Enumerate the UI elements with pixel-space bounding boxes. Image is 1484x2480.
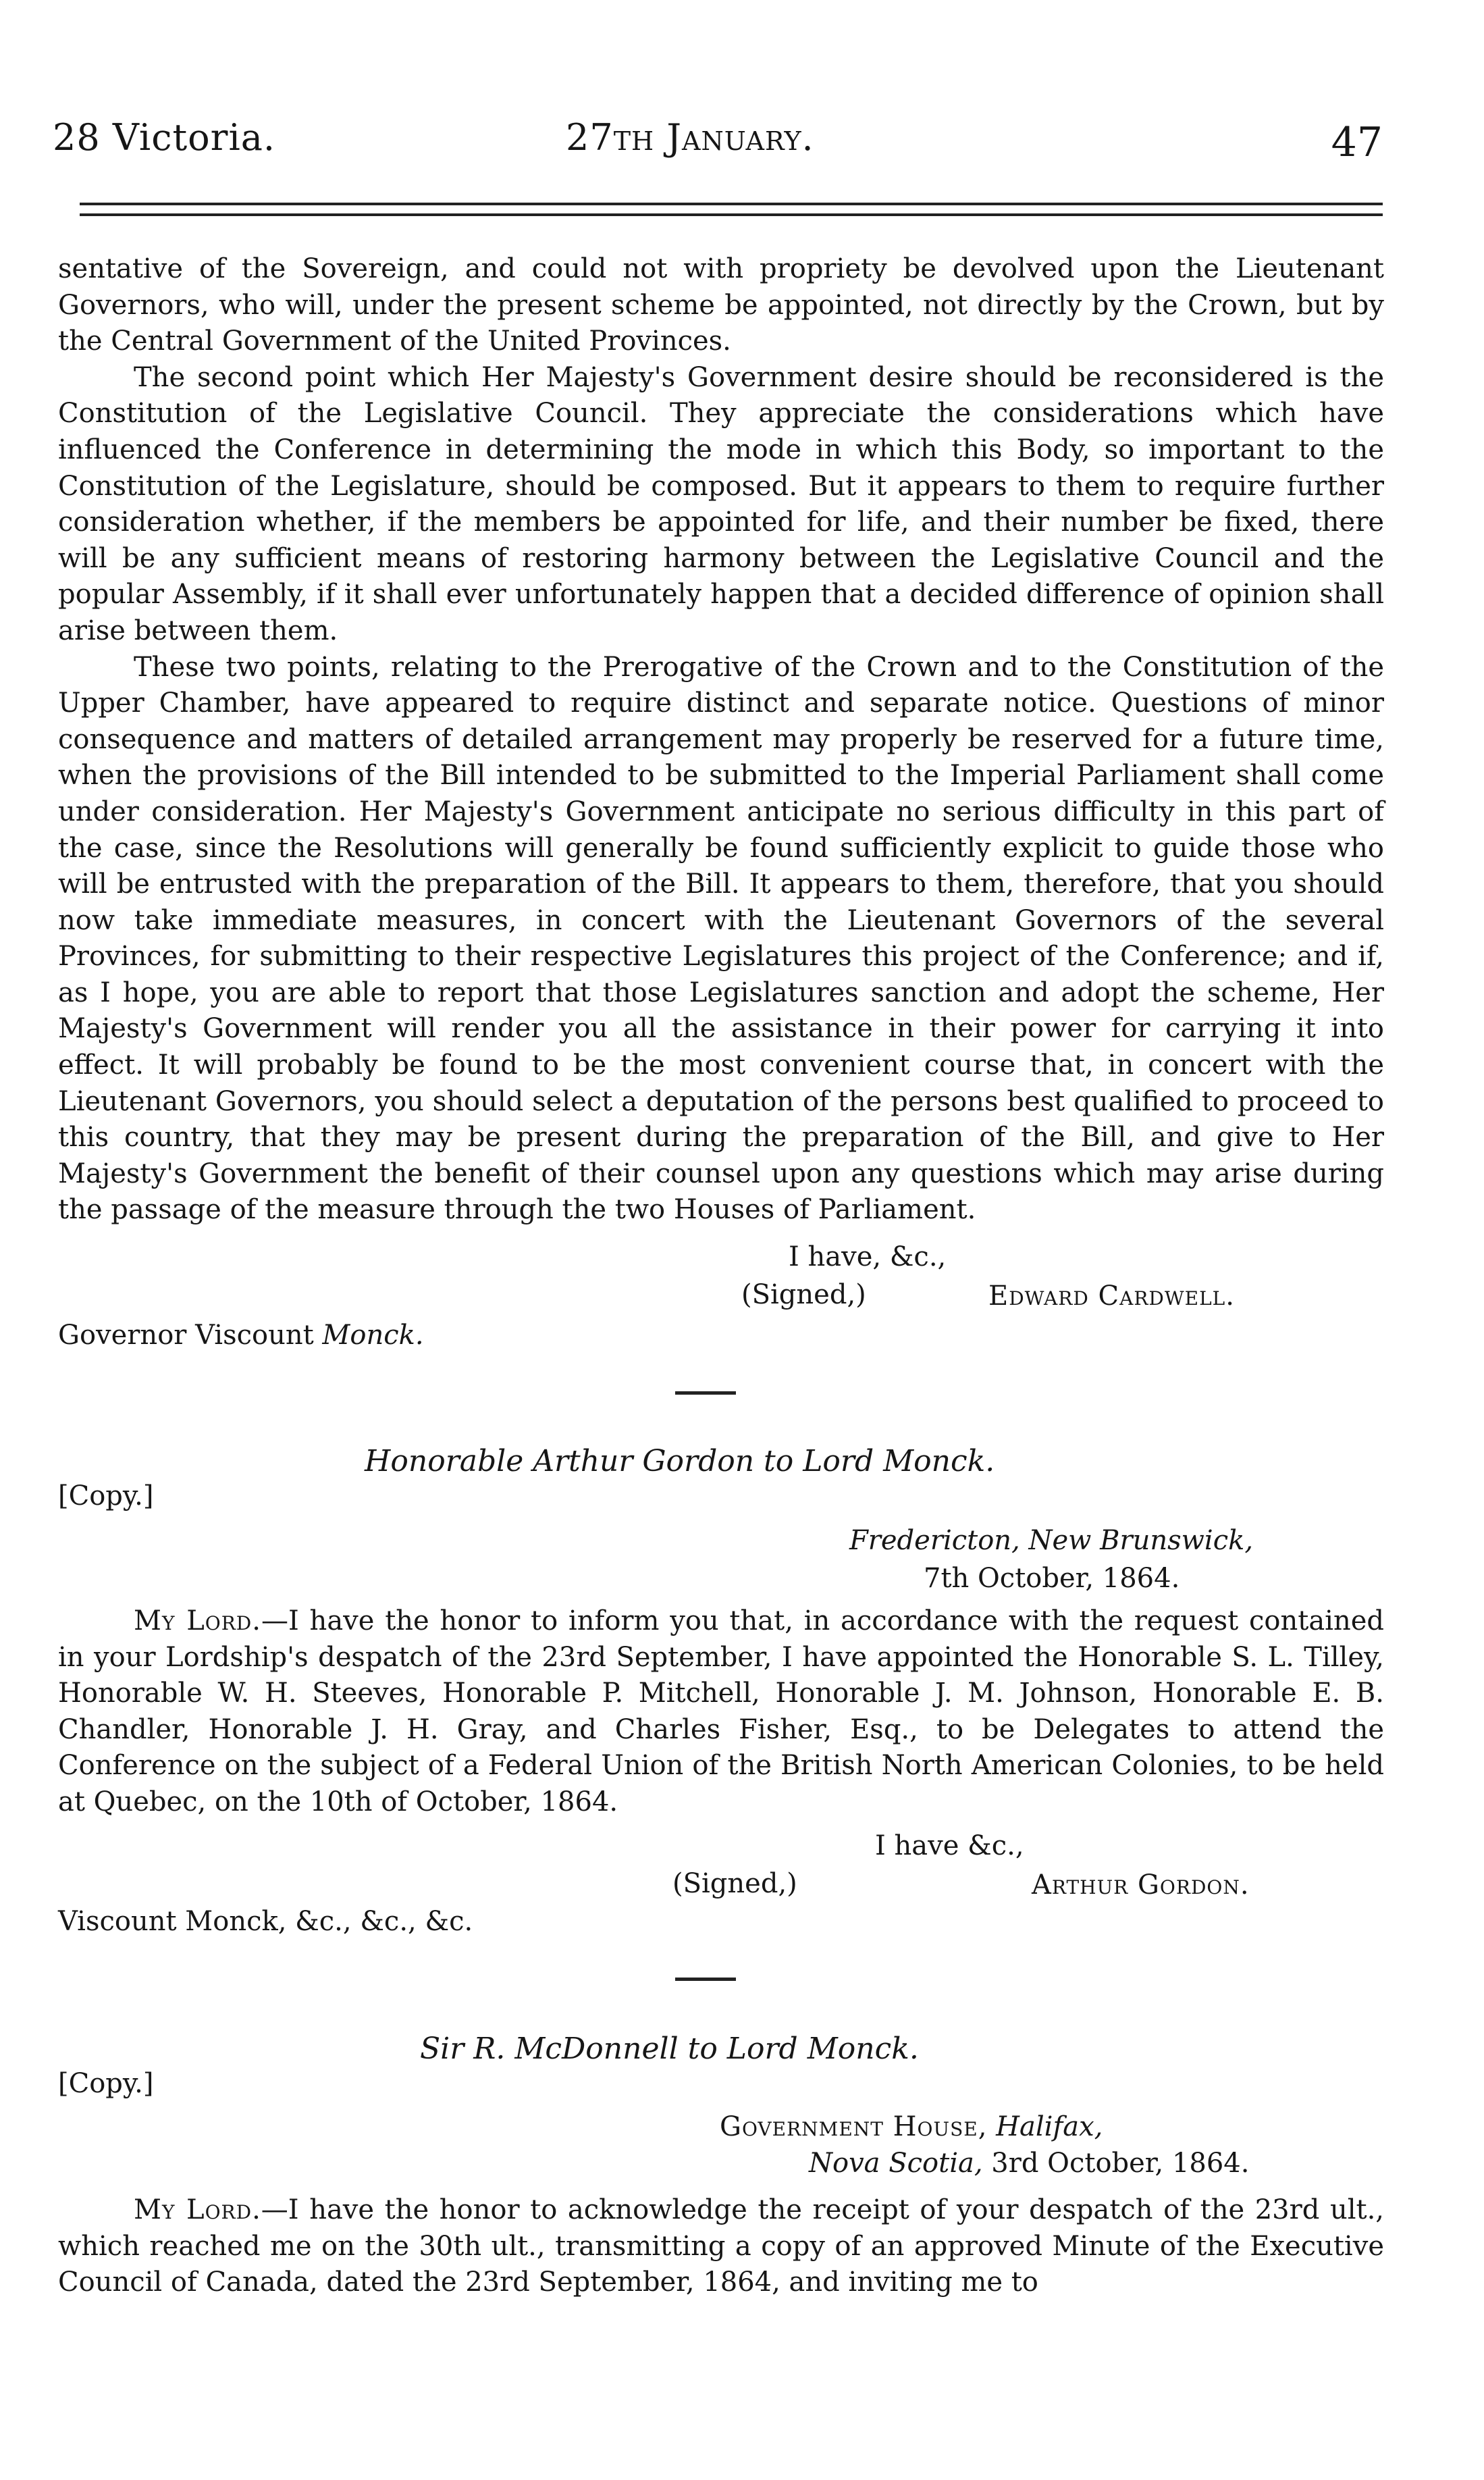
paragraph: —I have the honor to acknowledge the receipt of your despatch of the 23rd ult., which reached me on the 30th ult., transmitting a copy of an approved Minute of the Executive Council of Canada, dated the 23rd September, 1864, and inviting me to bbox=[58, 2194, 1384, 2298]
place-city: Halifax, bbox=[996, 2111, 1103, 2142]
addressee bbox=[58, 1320, 424, 1351]
paragraph: These two points, relating to the Prerogative of the Crown and to the Constitution of the Upper Chamber, have appeared to require distinct and separate notice. Questions of minor consequence and matters of detailed arrangement may properly be reserved for a future time, when the provisions of the Bill intended to be submitted to the Imperial Parliament shall come under consideration. Her Majesty's Government anticipate no serious difficulty in this part of the case, since the Resolutions will generally be found sufficiently explicit to guide those who will be entrusted with the preparation of the Bill. It appears to them, therefore, that you should now take immediate measures, in concert with the Lieutenant Governors of the several Provinces, for submitting to their respective Legislatures this project of the Conference; and if, as I hope, you are able to report that those Legislatures sanction and adopt the scheme, Her Majesty's Government will render you all the assistance in their power for carrying it into effect. It will probably be found to be the most convenient course that, in concert with the Lieutenant Governors, you should select a deputation of the persons best qualified to proceed to this country, that they may be present during the preparation of the Bill, and give to Her Majesty's Government the benefit of their counsel upon any questions which may arise during the passage of the measure through the two Houses of Parliament. bbox=[58, 651, 1384, 1226]
letter-mcdonnell-body bbox=[58, 2192, 1384, 2301]
letter-title: Honorable Arthur Gordon to Lord Monck. bbox=[365, 1444, 995, 1478]
salutation: My Lord. bbox=[134, 1605, 261, 1636]
place-label: Government House, bbox=[720, 2111, 988, 2142]
separator-rule bbox=[675, 1391, 736, 1395]
place-province: Nova Scotia, bbox=[809, 2148, 983, 2179]
page-header bbox=[53, 116, 1383, 177]
letter-date: 3rd October, 1864. bbox=[991, 2148, 1250, 2179]
separator-rule bbox=[675, 1978, 736, 1981]
copy-label: [Copy.] bbox=[58, 1480, 154, 1512]
header-session: 28 Victoria. bbox=[53, 116, 276, 159]
closing: I have &c., bbox=[875, 1830, 1024, 1861]
signer: Arthur Gordon. bbox=[1032, 1869, 1250, 1901]
letter-cardwell-body bbox=[58, 251, 1384, 1229]
addressee: Viscount Monck, &c., &c., &c. bbox=[58, 1906, 473, 1937]
letter-title: Sir R. McDonnell to Lord Monck. bbox=[420, 2032, 919, 2066]
closing: I have, &c., bbox=[789, 1241, 947, 1272]
letter-place: Fredericton, New Brunswick, bbox=[849, 1525, 1254, 1556]
addressee-prefix: Governor Viscount bbox=[58, 1320, 314, 1351]
paragraph: sentative of the Sovereign, and could not with propriety be devolved upon the Lieutenant Governors, who will, under the present scheme be appointed, not directly by the Crown, but by the Central Government of the United Provinces. bbox=[58, 253, 1384, 357]
signed-label: (Signed,) bbox=[672, 1868, 797, 1899]
header-rule-bottom bbox=[80, 213, 1383, 216]
letter-gordon-body bbox=[58, 1603, 1384, 1821]
letter-date: 7th October, 1864. bbox=[924, 1563, 1180, 1594]
page-number: 47 bbox=[1331, 119, 1383, 166]
signed-label: (Signed,) bbox=[741, 1279, 866, 1310]
header-rule-top bbox=[80, 203, 1383, 205]
signer: Edward Cardwell. bbox=[988, 1281, 1235, 1312]
paragraph: The second point which Her Majesty's Government desire should be reconsidered is the Constitution of the Legislative Council. They appreciate the considerations which have influenced the Conference in determining the mode in which this Body, so important to the Constitution of the Legislature, should be composed. But it appears to them to require further consideration whether, if the members be appointed for life, and their number be fixed, there will be any sufficient means of restoring harmony between the Legislative Council and the popular Assembly, if it shall ever unfortunately happen that a decided difference of opinion shall arise between them. bbox=[58, 361, 1384, 646]
paragraph: —I have the honor to inform you that, in accordance with the request contained in your Lordship's despatch of the 23rd September, I have appointed the Honorable S. L. Tilley, Honorable W. H. Steeves, Honorable P. Mitchell, Honorable J. M. Johnson, Honorable E. B. Chandler, Honorable J. H. Gray, and Charles Fisher, Esq., to be Delegates to attend the Conference on the subject of a Federal Union of the British North American Colonies, to be held at Quebec, on the 10th of October, 1864. bbox=[58, 1605, 1385, 1817]
letter-place bbox=[720, 2111, 1103, 2142]
copy-label: [Copy.] bbox=[58, 2068, 154, 2099]
letter-date-line bbox=[809, 2148, 1249, 2179]
addressee-name: Monck. bbox=[322, 1320, 424, 1351]
header-date: 27th January. bbox=[566, 116, 814, 159]
salutation: My Lord. bbox=[134, 2194, 261, 2225]
